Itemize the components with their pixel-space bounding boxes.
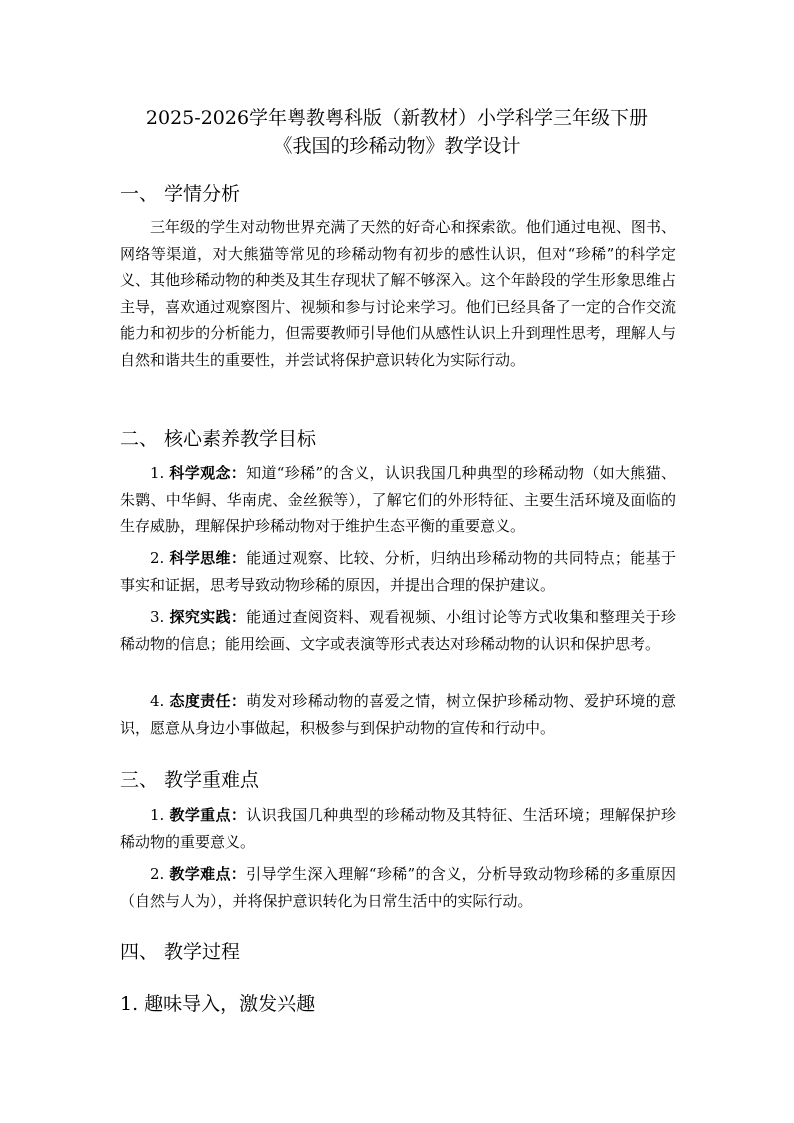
- objective-item-4: [120, 688, 676, 741]
- objective-item-1-number: 1.: [150, 464, 170, 482]
- teaching-process-step-1-heading: 1. 趣味导入，激发兴趣: [120, 993, 316, 1015]
- key-point-item-1-text: 认识我国几种典型的珍稀动物及其特征、生活环境；理解保护珍稀动物的重要意义。: [120, 806, 676, 851]
- key-point-item-1-number: 1.: [150, 806, 170, 824]
- section-heading-key-difficult-points: 三、 教学重难点: [120, 769, 260, 791]
- key-point-item-2-number: 2.: [150, 865, 170, 883]
- key-point-item-1: [120, 802, 676, 855]
- key-point-item-2-label: 教学难点：: [169, 865, 247, 883]
- objective-item-3-label: 探究实践：: [169, 608, 247, 626]
- section-heading-learning-analysis: 一、 学情分析: [120, 183, 241, 205]
- section-heading-teaching-process: 四、 教学过程: [120, 941, 241, 963]
- key-point-item-1-label: 教学重点：: [169, 806, 247, 824]
- key-point-item-2-text: 引导学生深入理解“珍稀”的含义，分析导致动物珍稀的多重原因（自然与人为），并将保护意识转化为日常生活中的实际行动。: [120, 865, 676, 910]
- section-heading-core-objectives: 二、 核心素养教学目标: [120, 428, 317, 450]
- objective-item-3-number: 3.: [150, 608, 170, 626]
- objective-item-3: [120, 604, 676, 657]
- objective-item-4-number: 4.: [150, 692, 170, 710]
- learning-analysis-paragraph: 三年级的学生对动物世界充满了天然的好奇心和探索欲。他们通过电视、图书、网络等渠道，对大熊猫等常见的珍稀动物有初步的感性认识，但对“珍稀”的科学定义、其他珍稀动物的种类及其生存现状了解不够深入。这个年龄段的学生形象思维占主导，喜欢通过观察图片、视频和参与讨论来学习。他们已经具备了一定的合作交流能力和初步的分析能力，但需要教师引导他们从感性认识上升到理性思考，理解人与自然和谐共生的重要性，并尝试将保护意识转化为实际行动。: [120, 218, 676, 369]
- objective-item-2: [120, 545, 676, 598]
- document-title-line-2: 《我国的珍稀动物》教学设计: [273, 135, 521, 157]
- objective-item-1-label: 科学观念：: [169, 464, 247, 482]
- objective-item-1: [120, 460, 676, 540]
- objective-item-1-text: 知道“珍稀”的含义，认识我国几种典型的珍稀动物（如大熊猫、朱鹮、中华鲟、华南虎、金丝猴等），了解它们的外形特征、主要生活环境及面临的生存威胁，理解保护珍稀动物对于维护生态平衡的重要意义。: [120, 464, 676, 536]
- document-title-line-1: 2025-2026学年粤教粤科版（新教材）小学科学三年级下册: [145, 107, 649, 129]
- objective-item-4-text: 萌发对珍稀动物的喜爱之情，树立保护珍稀动物、爱护环境的意识，愿意从身边小事做起，积极参与到保护动物的宣传和行动中。: [120, 692, 676, 737]
- objective-item-2-label: 科学思维：: [169, 549, 247, 567]
- objective-item-2-text: 能通过观察、比较、分析，归纳出珍稀动物的共同特点；能基于事实和证据，思考导致动物珍稀的原因，并提出合理的保护建议。: [120, 549, 676, 594]
- objective-item-4-label: 态度责任：: [169, 692, 247, 710]
- objective-item-2-number: 2.: [150, 549, 170, 567]
- key-point-item-2: [120, 861, 676, 914]
- objective-item-3-text: 能通过查阅资料、观看视频、小组讨论等方式收集和整理关于珍稀动物的信息；能用绘画、文字或表演等形式表达对珍稀动物的认识和保护思考。: [120, 608, 676, 653]
